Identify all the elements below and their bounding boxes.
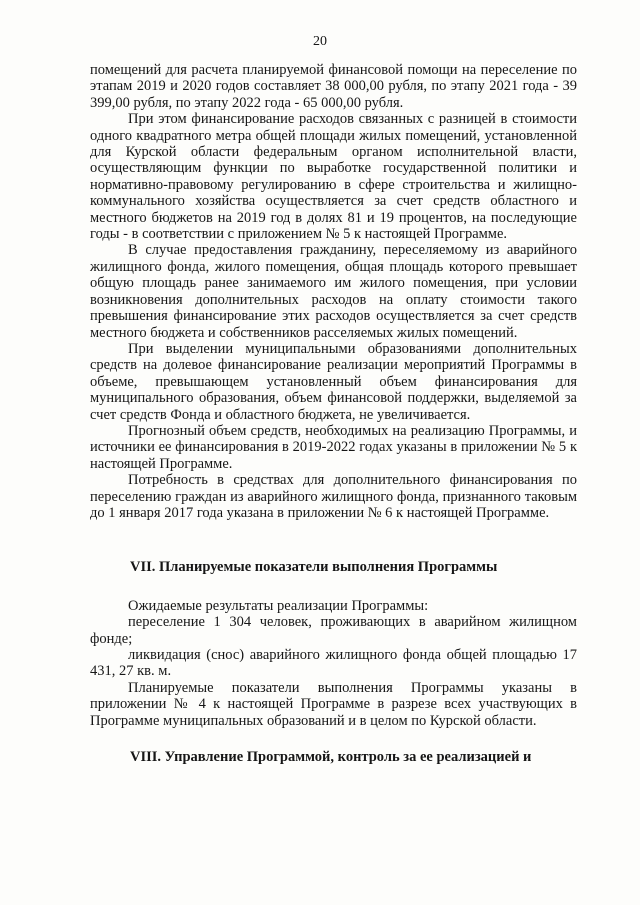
document-body <box>90 62 577 765</box>
section-heading-7: VII. Планируемые показатели выполнения Программы <box>130 559 498 576</box>
paragraph: При выделении муниципальными образованиями дополнительных средств на долевое финансирование реализации мероприятий Программы в объеме, превышающем установленный объем финансирования для муниципального образования, объем финансовой поддержки, выделяемой за счет средств Фонда и областного бюджета, не увеличивается. <box>90 340 577 423</box>
page-number: 20 <box>313 34 327 49</box>
paragraph: В случае предоставления гражданину, переселяемому из аварийного жилищного фонда, жилого помещения, общая площадь которого превышает общую площадь ранее занимаемого им жилого помещения, при условии возникновения дополнительных расходов на оплату стоимости такого превышения финансирование этих расходов осуществляется за счет средств местного бюджета и собственников расселяемых жилых помещений. <box>90 242 577 341</box>
paragraph: помещений для расчета планируемой финансовой помощи на переселение по этапам 2019 и 2020 годов составляет 38 000,00 рубля, по этапу 2021 года - 39 399,00 рубля, по этапу 2022 года - 65 000,00 рубля. <box>90 62 577 111</box>
paragraph: Планируемые показатели выполнения Программы указаны в приложении № 4 к настоящей Программе в разрезе всех участвующих в Программе муниципальных образований и в целом по Курской области. <box>90 679 577 729</box>
paragraph: Ожидаемые результаты реализации Программы: <box>128 597 429 614</box>
paragraph: При этом финансирование расходов связанных с разницей в стоимости одного квадратного метра общей площади жилых помещений, установленной для Курской области федеральным органом исполнительной власти, осуществляющим функции по выработке государственной политики и нормативно-правовому регулированию в сфере строительства и жилищно-коммунального хозяйства осуществляется за счет средств областного и местного бюджетов на 2019 год в долях 81 и 19 процентов, на последующие годы - в соответствии с приложением № 5 к настоящей Программе. <box>90 111 577 243</box>
paragraph: Потребность в средствах для дополнительного финансирования по переселению граждан из аварийного жилищного фонда, признанного таковым до 1 января 2017 года указана в приложении № 6 к настоящей Программе. <box>90 472 577 521</box>
list-item: переселение 1 304 человек, проживающих в аварийном жилищном фонде; <box>90 614 577 647</box>
section-heading-8: VIII. Управление Программой, контроль за ее реализацией и <box>130 749 532 766</box>
paragraph: Прогнозный объем средств, необходимых на реализацию Программы, и источники ее финансирования в 2019-2022 годах указаны в приложении № 5 к настоящей Программе. <box>90 422 577 472</box>
list-item: ликвидация (снос) аварийного жилищного фонда общей площадью 17 431, 27 кв. м. <box>90 647 577 680</box>
